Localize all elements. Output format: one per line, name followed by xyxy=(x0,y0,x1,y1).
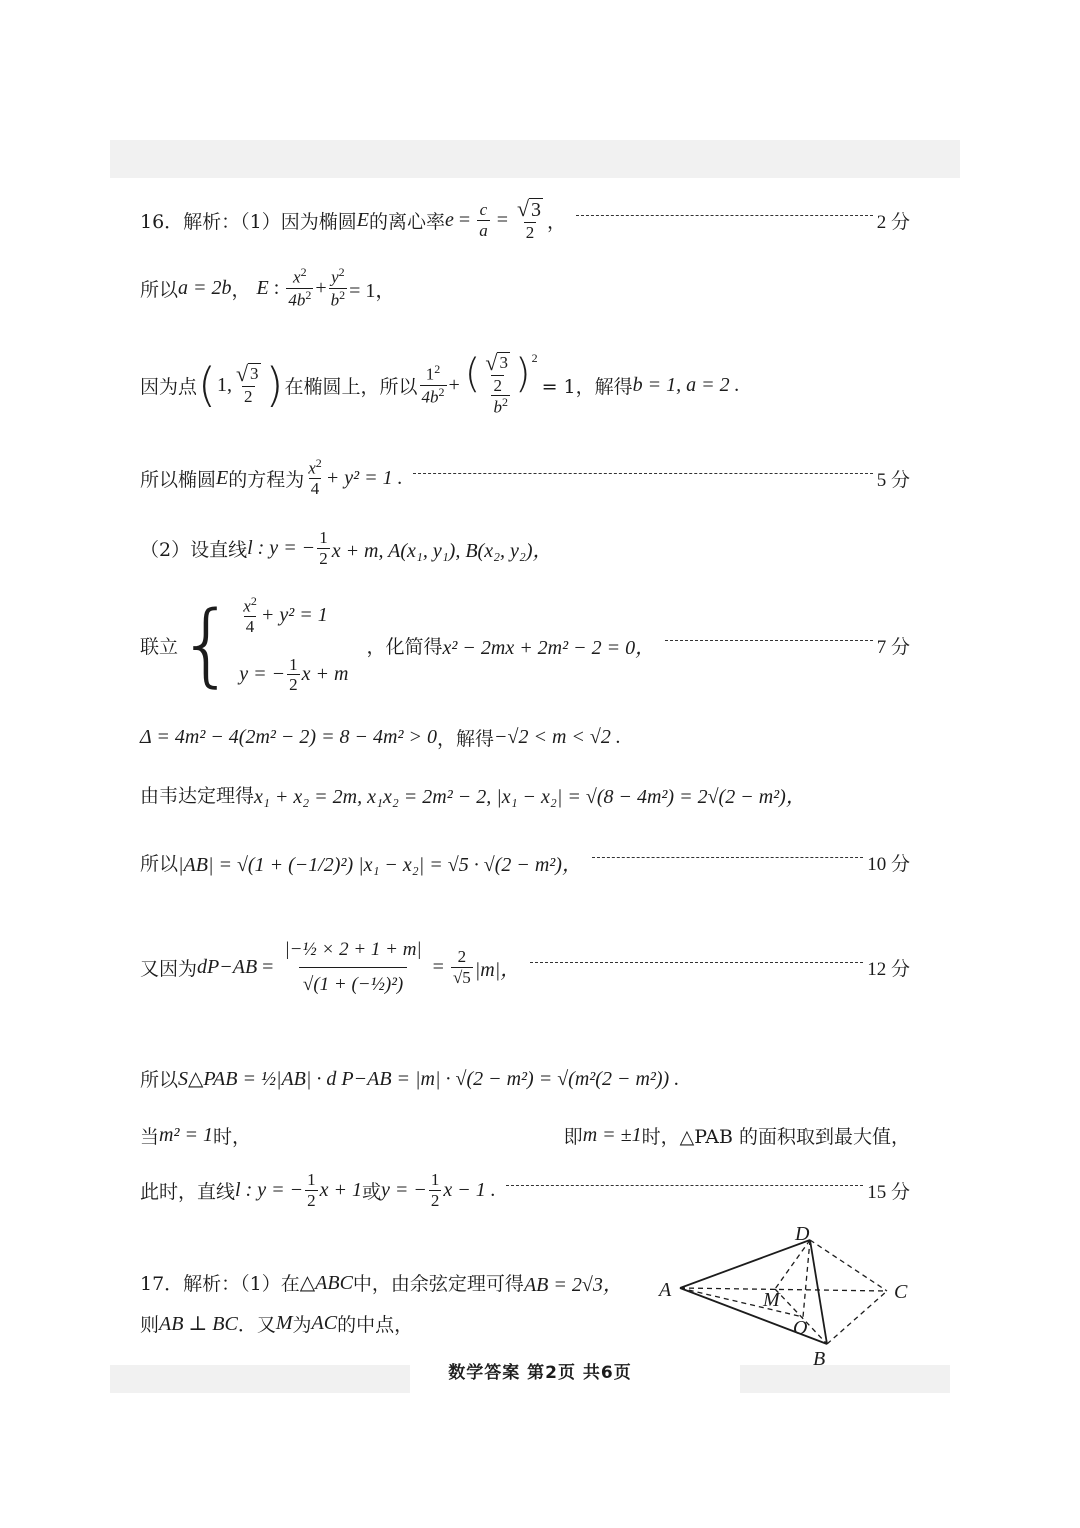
text: 的中点， xyxy=(337,1313,414,1336)
eq: AB = 2√3， xyxy=(523,1273,623,1296)
eq: |AB| = √(1 + (−1/2)²) |x₁ − x₂| = √5 · √(2 − m²)， xyxy=(178,853,582,876)
p17-line2 xyxy=(140,1303,650,1343)
num: 1, xyxy=(216,373,232,396)
eq: x₁ + x₂ = 2m, x₁x₂ = 2m² − 2, |x₁ − x₂| = √(8 − 4m²) = 2√(2 − m²)， xyxy=(254,785,806,808)
text: 所以 xyxy=(140,852,179,875)
p16-line1: 16．解析：（1）因为椭圆 E 的离心率 e = $\frac{c}{a}$ = √ 3 2 ， 2 分 xyxy=(140,195,910,242)
p16-line5 xyxy=(140,520,910,576)
label-B: B xyxy=(813,1348,826,1367)
text: 中，由余弦定理可得 xyxy=(352,1272,524,1295)
score: 12 分 xyxy=(867,959,910,980)
text: 则 xyxy=(140,1313,160,1336)
p16-label: 16．解析：（1）因为椭圆 xyxy=(140,210,357,233)
eq: l : y = − xyxy=(247,536,316,559)
var-E: E xyxy=(216,466,229,489)
p16-line7 xyxy=(140,715,910,759)
dash-leader xyxy=(665,640,873,641)
text: 或 xyxy=(361,1180,381,1203)
eq: m² = 1 xyxy=(159,1123,213,1146)
score: 5 分 xyxy=(876,469,910,491)
eq: Δ = 4m² − 4(2m² − 2) = 8 − 4m² > 0 xyxy=(140,725,437,748)
fraction-distance: $\frac{\text{|−½ × 2 + 1 + m|}}{\text{√(1 + (−½)²)}}$ xyxy=(280,933,425,1002)
dash-leader xyxy=(592,857,863,858)
dash-leader xyxy=(576,215,873,216)
label-M: M xyxy=(763,1289,780,1311)
p16-line13 xyxy=(140,1162,910,1218)
edge-AC xyxy=(680,1288,887,1291)
var-d: d xyxy=(197,956,208,978)
p17-line1 xyxy=(140,1262,650,1302)
p17-label: 17．解析：（1）在 xyxy=(140,1272,300,1295)
p16-line10: 又因为 d P−AB = $\frac{\text{|−½ × 2 + 1 + m|}}{\text{√(1 + (−½)²)}}$ = $\frac{2}{√5}$ |m|， 12 分 xyxy=(140,905,910,1030)
p16-line8 xyxy=(140,772,910,816)
score: 2 分 xyxy=(876,211,910,233)
fraction-sqrt3-over-2: √ 3 2 xyxy=(516,195,542,242)
p16-line9 xyxy=(140,830,910,894)
text: 的方程为 xyxy=(228,468,305,491)
var-M: M xyxy=(275,1311,293,1334)
label-C: C xyxy=(894,1281,908,1303)
scan-band-top xyxy=(110,140,960,178)
p16-line4 xyxy=(140,450,910,506)
fraction-big: ( √ 3 2 ) $^2$ $b^2$ xyxy=(464,350,538,418)
p16-line11 xyxy=(140,1050,910,1106)
edge-AD xyxy=(680,1240,810,1288)
text: ．又 xyxy=(237,1313,276,1336)
text: 此时，直线 xyxy=(140,1180,236,1203)
fraction-sqrt3-over-2: √ 3 2 xyxy=(235,361,259,406)
score: 10 分 xyxy=(867,853,910,875)
fraction-x2-4: $\frac{x^2}{4}$ xyxy=(308,456,322,499)
fraction-1-2: $\frac{1}{2}$ xyxy=(319,527,328,568)
eq: |m|， xyxy=(474,959,521,981)
text: 当 xyxy=(140,1125,160,1148)
var-AC: AC xyxy=(311,1311,338,1334)
text: 在椭圆上，所以 xyxy=(284,375,418,398)
eq: l : y = − xyxy=(235,1178,304,1201)
label-O: O xyxy=(793,1317,808,1339)
text: 为 xyxy=(292,1313,312,1336)
p16-line3: 因为点 ( 1, √ 3 2 ) 在椭圆上，所以 $\frac{1^2}{4b^2}$ + ( √ 3 2 ) $^2$ $b^2$ = 1，解得 b = 1, a = 2 . xyxy=(140,350,740,418)
text: 联立 xyxy=(140,635,179,658)
text: ，解得 xyxy=(437,727,495,750)
score: 15 分 xyxy=(867,1181,910,1203)
text: 即 xyxy=(563,1125,583,1148)
p16-line2: 所以 a = 2b ， E : $\frac{x^2}{4b^2}$ + $\frac{y^2}{b^2}$ = 1， xyxy=(140,265,396,310)
var-E: E xyxy=(356,208,369,231)
eq: x + m, A(x₁, y₁), B(x₂, y₂)， xyxy=(331,539,553,562)
edge-BC xyxy=(827,1291,887,1344)
eq: a = 2b xyxy=(178,276,232,299)
text: = 1，解得 xyxy=(541,375,633,398)
p16-line6 xyxy=(140,590,910,700)
eq: y = − xyxy=(381,1178,427,1201)
fraction-c-over-a: $\frac{c}{a}$ xyxy=(479,199,488,240)
score: 7 分 xyxy=(876,636,910,658)
eq: + y² = 1 . xyxy=(325,466,403,489)
eq: x + 1 xyxy=(319,1178,362,1201)
eq: b = 1, a = 2 . xyxy=(632,373,740,396)
eq: △ABC xyxy=(299,1271,353,1294)
equation-system: $\frac{x^2}{4}$ + y² = 1 y = − $\frac{1}{2}$ x + m xyxy=(239,594,349,695)
eq: x − 1 . xyxy=(443,1178,496,1201)
fraction-1-2: $\frac{1}{2}$ xyxy=(307,1169,316,1210)
subscript: P−AB xyxy=(207,956,258,978)
var-e: e xyxy=(445,208,454,231)
text: 的离心率 xyxy=(369,210,446,233)
eq: m = ±1 xyxy=(582,1123,642,1146)
text: 由韦达定理得 xyxy=(140,784,255,807)
eq: = 1， xyxy=(349,279,396,302)
eq: x² − 2mx + 2m² − 2 = 0， xyxy=(442,636,656,659)
fraction-x2-4b2: $\frac{x^2}{4b^2}$ xyxy=(288,265,312,310)
edge-DO xyxy=(803,1240,810,1317)
text: （2）设直线 xyxy=(140,538,248,561)
tetrahedron-figure xyxy=(655,1222,920,1367)
eq: −√2 < m < √2 . xyxy=(494,725,621,748)
dash-leader xyxy=(530,962,863,963)
page-footer: 数学答案 第2页 共6页 xyxy=(448,1363,632,1383)
p16-line12 xyxy=(140,1115,910,1155)
text: 时， xyxy=(212,1125,251,1148)
text: 所以 xyxy=(140,278,179,301)
text: 所以 xyxy=(140,1068,179,1091)
var-E: E xyxy=(256,276,269,299)
label-D: D xyxy=(795,1223,810,1245)
fraction-1-2: $\frac{1}{2}$ xyxy=(430,1169,440,1210)
dash-leader xyxy=(506,1185,863,1186)
fraction-y2-b2: $\frac{y^2}{b^2}$ xyxy=(330,265,346,310)
fraction-1-4b2: $\frac{1^2}{4b^2}$ xyxy=(421,362,445,407)
text: 因为点 xyxy=(140,375,198,398)
text: 又因为 xyxy=(140,958,198,980)
text: ，化简得 xyxy=(366,635,443,658)
label-A: A xyxy=(659,1279,672,1301)
edge-DC xyxy=(810,1240,887,1291)
dash-leader xyxy=(413,473,873,474)
edge-AO xyxy=(680,1288,803,1317)
eq: S△PAB = ½|AB| · d P−AB = |m| · √(2 − m²) = √(m²(2 − m²)) . xyxy=(178,1067,680,1090)
text: 所以椭圆 xyxy=(140,468,217,491)
eq: AB ⊥ BC xyxy=(159,1312,238,1335)
fraction-2-sqrt5: $\frac{2}{√5}$ xyxy=(452,947,471,987)
brace: { xyxy=(178,592,236,697)
text: 时，△PAB 的面积取到最大值， xyxy=(641,1125,910,1148)
